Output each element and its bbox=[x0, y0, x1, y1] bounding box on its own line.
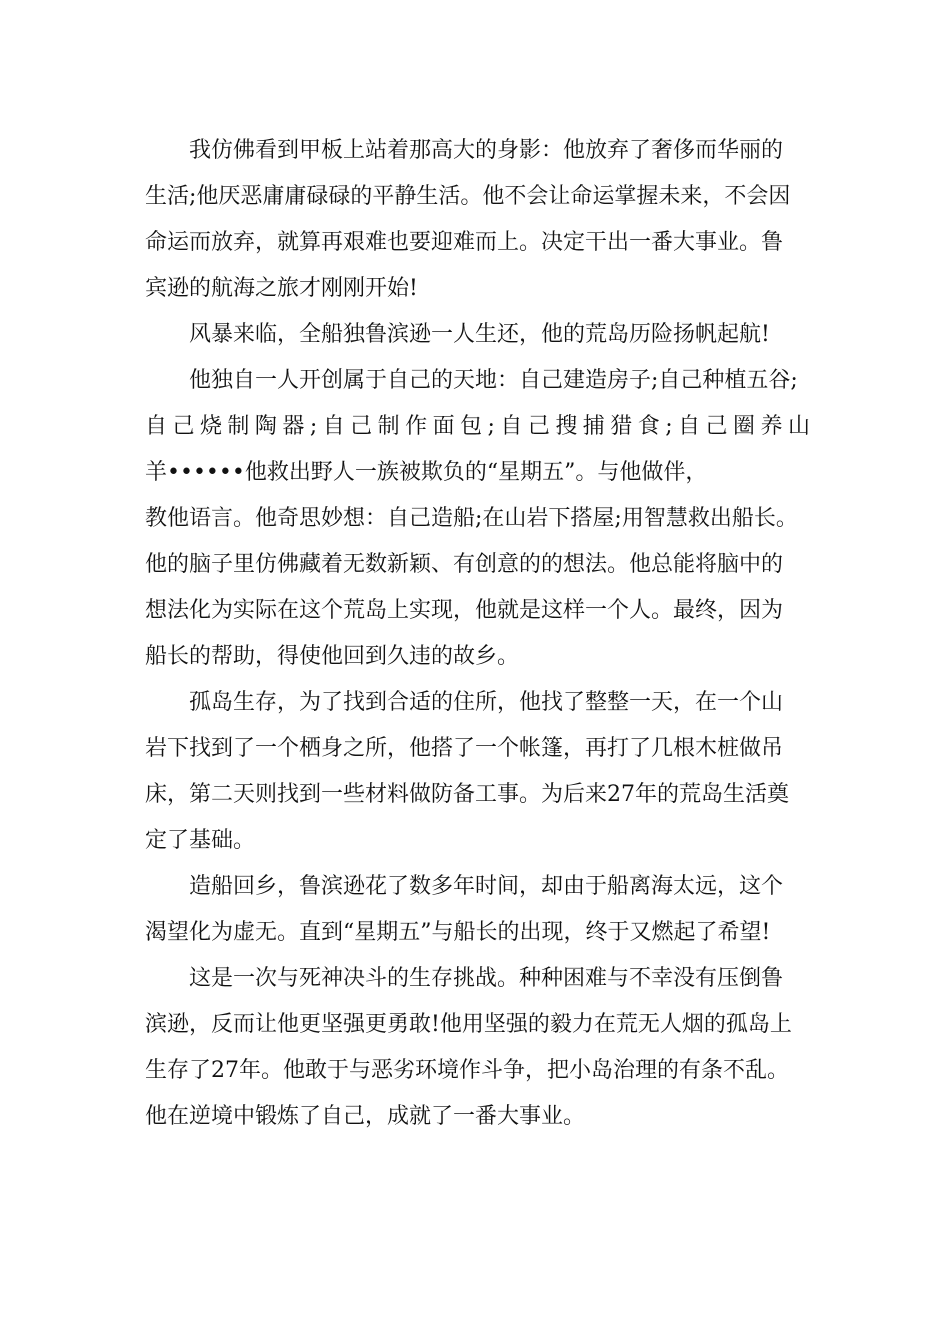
text-char: 作 bbox=[405, 414, 428, 439]
text-line: 生活;他厌恶庸庸碌碌的平静生活。他不会让命运掌握未来，不会因 bbox=[145, 184, 791, 209]
text-line-justified bbox=[145, 404, 810, 450]
text-line: 滨逊，反而让他更坚强更勇敢!他用坚强的毅力在荒无人烟的孤岛上 bbox=[145, 1012, 792, 1037]
text-line: 教他语言。他奇思妙想：自己造船;在山岩下搭屋;用智慧救出船长。 bbox=[145, 506, 798, 531]
text-char: 捕 bbox=[582, 414, 605, 439]
text-char: 搜 bbox=[555, 414, 578, 439]
paragraph-6 bbox=[145, 956, 810, 1140]
text-line: 羊••••••他救出野人一族被欺负的“星期五”。与他做伴， bbox=[145, 460, 708, 485]
text-line: 他在逆境中锻炼了自己，成就了一番大事业。 bbox=[145, 1104, 586, 1129]
text-char: 自 bbox=[145, 414, 168, 439]
text-line: 孤岛生存，为了找到合适的住所，他找了整整一天，在一个山 bbox=[189, 690, 784, 715]
text-line: 渴望化为虚无。直到“星期五”与船长的出现，终于又燃起了希望! bbox=[145, 920, 771, 945]
text-char: 烧 bbox=[199, 414, 222, 439]
text-char: ; bbox=[309, 414, 318, 439]
text-char: 己 bbox=[705, 414, 728, 439]
text-char: 山 bbox=[787, 414, 810, 439]
text-line: 岩下找到了一个栖身之所，他搭了一个帐篷，再打了几根木桩做吊 bbox=[145, 736, 784, 761]
text-char: 养 bbox=[760, 414, 783, 439]
text-line: 他独自一人开创属于自己的天地：自己建造房子;自己种植五谷; bbox=[189, 368, 798, 393]
paragraph-1 bbox=[145, 128, 810, 312]
text-line: 这是一次与死神决斗的生存挑战。种种困难与不幸没有压倒鲁 bbox=[189, 966, 784, 991]
paragraph-3 bbox=[145, 358, 810, 680]
text-char: 自 bbox=[500, 414, 523, 439]
text-line: 风暴来临，全船独鲁滨逊一人生还，他的荒岛历险扬帆起航! bbox=[189, 322, 770, 347]
text-line: 造船回乡，鲁滨逊花了数多年时间，却由于船离海太远，这个 bbox=[189, 874, 784, 899]
text-char: 面 bbox=[432, 414, 455, 439]
text-char: 自 bbox=[322, 414, 345, 439]
text-line: 他的脑子里仿佛藏着无数新颖、有创意的的想法。他总能将脑中的 bbox=[145, 552, 784, 577]
text-char: 器 bbox=[282, 414, 305, 439]
text-char: 制 bbox=[377, 414, 400, 439]
text-char: 制 bbox=[227, 414, 250, 439]
text-char: 己 bbox=[350, 414, 373, 439]
text-line: 生存了27年。他敢于与恶劣环境作斗争，把小岛治理的有条不乱。 bbox=[145, 1058, 789, 1083]
text-line: 船长的帮助，得使他回到久违的故乡。 bbox=[145, 644, 520, 669]
text-char: 己 bbox=[527, 414, 550, 439]
text-line: 想法化为实际在这个荒岛上实现，他就是这样一个人。最终，因为 bbox=[145, 598, 784, 623]
paragraph-4 bbox=[145, 680, 810, 864]
text-line: 定了基础。 bbox=[145, 828, 256, 853]
text-char: ; bbox=[487, 414, 495, 439]
text-line: 我仿佛看到甲板上站着那高大的身影：他放弃了奢侈而华丽的 bbox=[189, 138, 784, 163]
text-char: 自 bbox=[678, 414, 701, 439]
paragraph-2 bbox=[145, 312, 810, 358]
text-char: ; bbox=[665, 414, 673, 439]
document-body bbox=[145, 128, 810, 1140]
text-line: 床，第二天则找到一些材料做防备工事。为后来27年的荒岛生活奠 bbox=[145, 782, 789, 807]
text-char: 猎 bbox=[610, 414, 633, 439]
text-char: 包 bbox=[460, 414, 483, 439]
paragraph-5 bbox=[145, 864, 810, 956]
text-char: 己 bbox=[172, 414, 195, 439]
text-char: 圈 bbox=[733, 414, 756, 439]
text-char: 陶 bbox=[254, 414, 277, 439]
text-char: 食 bbox=[637, 414, 660, 439]
text-line: 命运而放弃，就算再艰难也要迎难而上。决定干出一番大事业。鲁 bbox=[145, 230, 784, 255]
text-line: 宾逊的航海之旅才刚刚开始! bbox=[145, 276, 418, 301]
